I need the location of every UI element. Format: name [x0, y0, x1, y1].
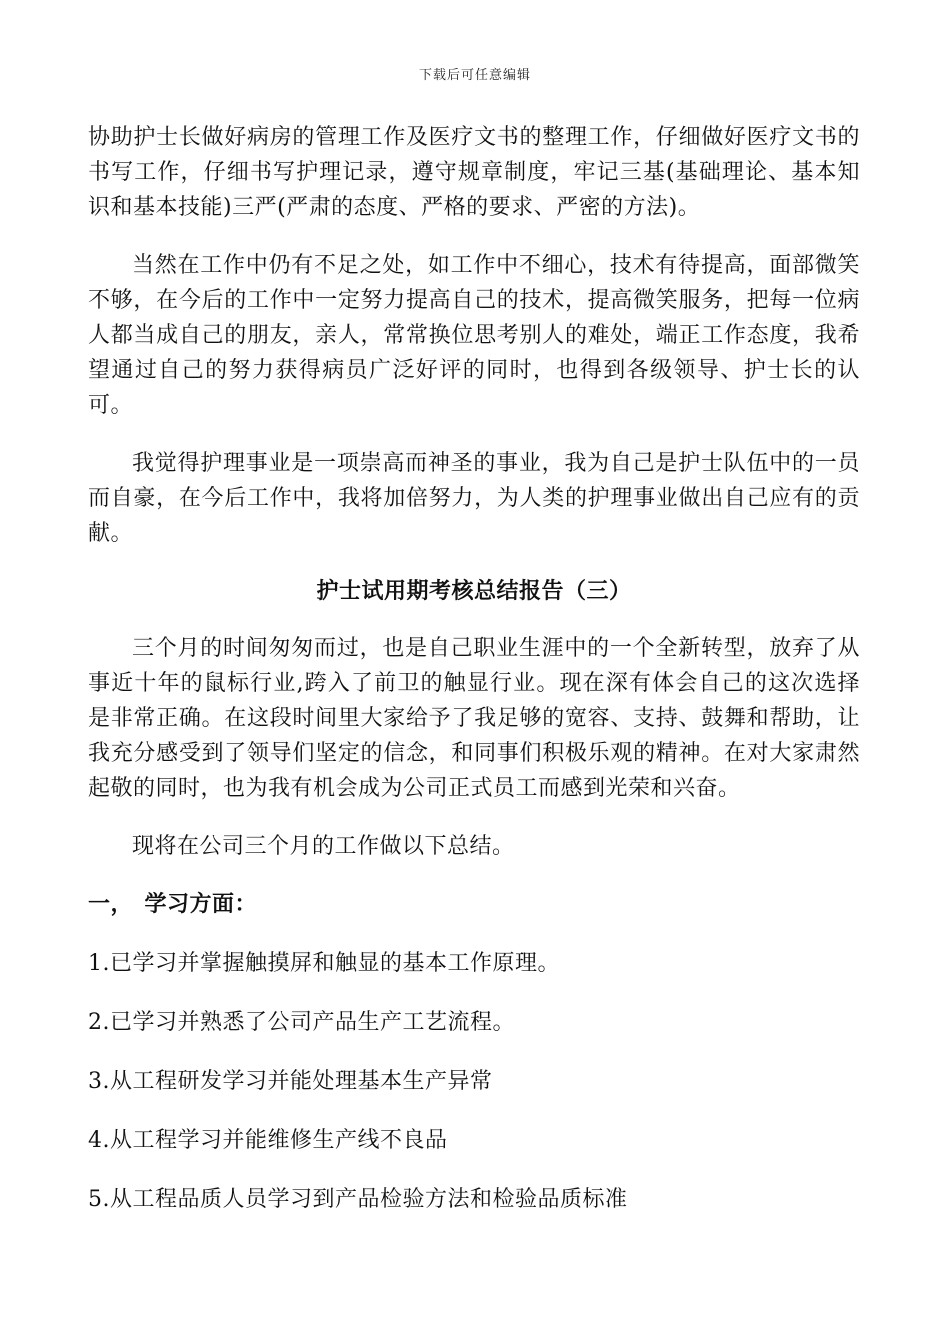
- list-item: 2.已学习并熟悉了公司产品生产工艺流程。: [88, 1010, 515, 1035]
- document-body: [88, 120, 860, 1241]
- list-item: 1.已学习并掌握触摸屏和触显的基本工作原理。: [88, 951, 560, 976]
- report-title: 护士试用期考核总结报告（三）: [316, 578, 632, 604]
- list-item: 5.从工程品质人员学习到产品检验方法和检验品质标准: [88, 1187, 628, 1212]
- paragraph-three-months: 三个月的时间匆匆而过，也是自己职业生涯中的一个全新转型，放弃了从事近十年的鼠标行业,跨入了前卫的触显行业。现在深有体会自己的这次选择是非常正确。在这段时间里大家给予了我足够的宽容、支持、鼓舞和帮助，让我充分感受到了领导们坚定的信念，和同事们积极乐观的精神。在对大家肃然起敬的同时，也为我有机会成为公司正式员工而感到光荣和兴奋。: [88, 636, 860, 801]
- list-item: 3.从工程研发学习并能处理基本生产异常: [88, 1069, 493, 1094]
- paragraph-nursing-career: 我觉得护理事业是一项崇高而神圣的事业，我为自己是护士队伍中的一员而自豪，在今后工作中，我将加倍努力，为人类的护理事业做出自己应有的贡献。: [88, 451, 860, 546]
- paragraph-continuation: 协助护士长做好病房的管理工作及医疗文书的整理工作，仔细做好医疗文书的书写工作，仔细书写护理记录，遵守规章制度，牢记三基(基础理论、基本知识和基本技能)三严(严肃的态度、严格的要求、严密的方法)。: [88, 125, 860, 220]
- header-note: 下载后可任意编辑: [418, 68, 531, 83]
- paragraph-summary-intro: 现将在公司三个月的工作做以下总结。: [132, 834, 515, 859]
- section-heading-study: 一， 学习方面：: [88, 891, 258, 917]
- paragraph-shortcomings: 当然在工作中仍有不足之处，如工作中不细心，技术有待提高，面部微笑不够，在今后的工作中一定努力提高自己的技术，提高微笑服务，把每一位病人都当成自己的朋友，亲人，常常换位思考别人的难处，端正工作态度，我希望通过自己的努力获得病员广泛好评的同时，也得到各级领导、护士长的认可。: [88, 253, 860, 418]
- list-item: 4.从工程学习并能维修生产线不良品: [88, 1128, 448, 1153]
